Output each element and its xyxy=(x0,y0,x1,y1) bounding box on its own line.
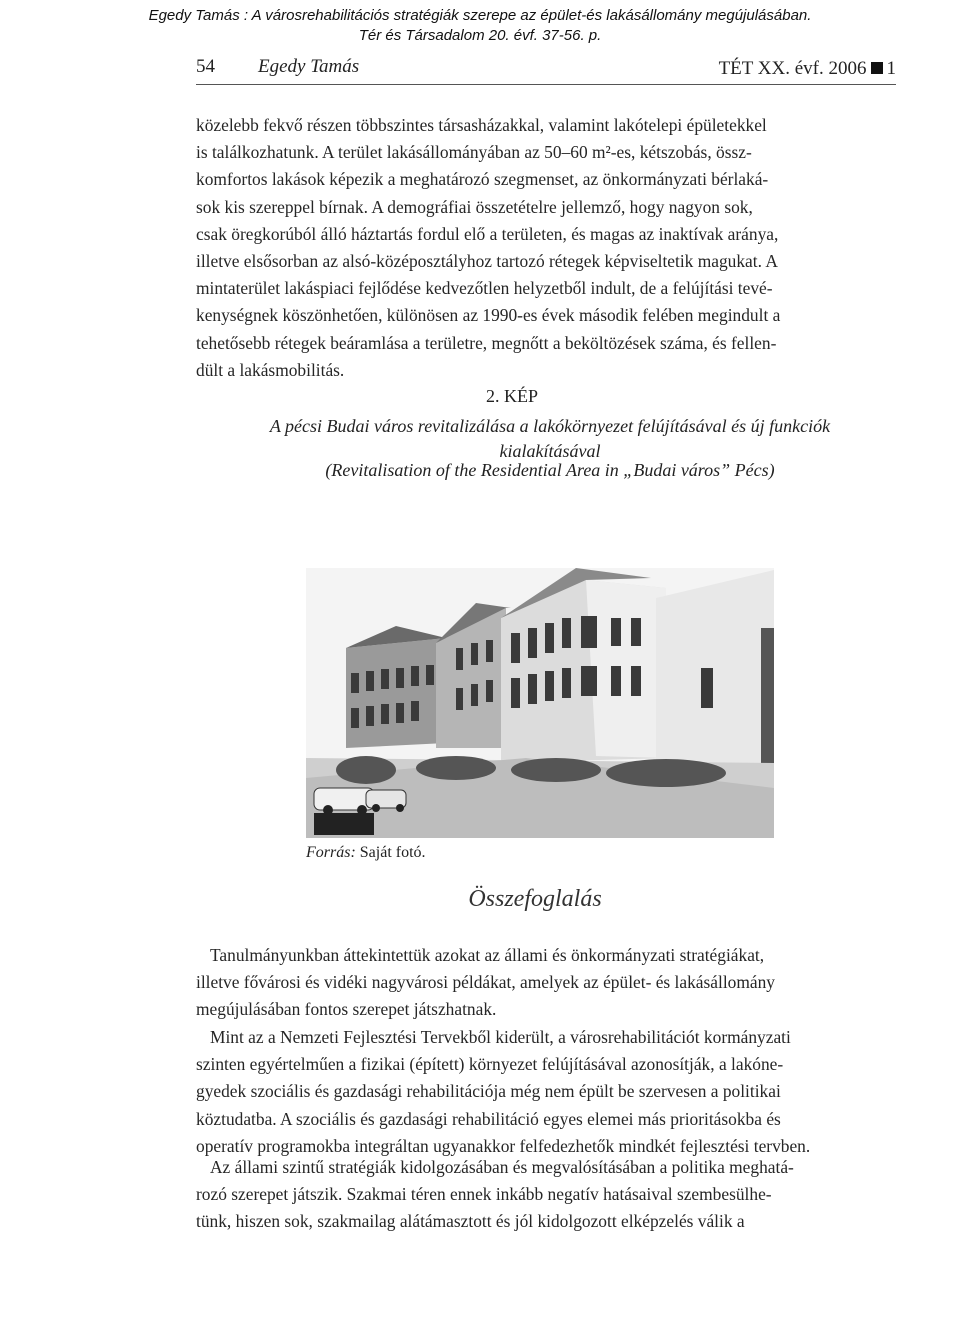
running-head-author: Egedy Tamás xyxy=(258,56,360,77)
text-line: tehetősebb rétegek beáramlása a területre, megnőtt a beköltözések száma, és fellen- xyxy=(196,332,777,353)
text-line: csak öregkorúból álló háztartás fordul elő a területen, és magas az inaktívak aránya, xyxy=(196,223,779,244)
text-line: illetve fővárosi és vidéki nagyvárosi példákat, amelyek az épület- és lakásállomány xyxy=(196,972,775,993)
text-line: köztudatba. A szociális és gazdasági rehabilitáció egyes elemei más prioritásokba és xyxy=(196,1108,781,1129)
journal-name: TÉT XX. évf. 2006 xyxy=(718,58,867,79)
figure-number: 2. KÉP xyxy=(485,386,538,406)
running-head-journal xyxy=(719,58,896,80)
figure-title-line-2: kialakításával xyxy=(499,441,601,461)
text-line: rozó szerepet játszik. Szakmai téren ennek inkább negatív hatásaival szembesülhe- xyxy=(196,1184,772,1205)
page-number: 54 xyxy=(196,56,215,77)
text-line: mintaterület lakáspiaci fejlődése kedvezőtlen helyzetből indult, de a felújítási tevé- xyxy=(196,278,773,299)
issue-number: 1 xyxy=(886,58,896,79)
summary-paragraph-1 xyxy=(196,942,892,1024)
text-line: kenységnek köszönhetően, különösen az 1990-es évek második felében megindult a xyxy=(196,305,781,326)
text-line: sok kis szereppel bírnak. A demográfiai összetételre jellemző, hogy nagyon sok, xyxy=(196,196,753,217)
intro-paragraph xyxy=(196,112,892,384)
summary-paragraph-2 xyxy=(196,1024,892,1160)
text-line: tünk, hiszen sok, szakmailag alátámasztott és jól kidolgozott elképzelés válik a xyxy=(196,1211,745,1232)
text-line: közelebb fekvő részen többszintes társasházakkal, valamint lakótelepi épületekkel xyxy=(196,115,767,135)
text-line: illetve elsősorban az alsó-középosztályhoz tartozó rétegek képviseltetik magukat. A xyxy=(196,251,778,272)
figure-title xyxy=(210,414,890,464)
text-line: operatív programokba integráltan ugyanakkor felfedezhetők mindkét fejlesztési tervben. xyxy=(196,1135,811,1156)
citation-line-1: Egedy Tamás : A városrehabilitációs stratégiák szerepe az épület-és lakásállomány megújulásában. xyxy=(148,7,812,24)
text-line: Tanulmányunkban áttekintettük azokat az állami és önkormányzati stratégiákat, xyxy=(210,945,765,965)
text-line: szinten egyértelműen a fizikai (épített) környezet felújításával azonosítják, a lakóne- xyxy=(196,1054,784,1075)
summary-paragraph-3 xyxy=(196,1154,892,1236)
figure-title-line-1: A pécsi Budai város revitalizálása a lakókörnyezet felújításával és új funkciók xyxy=(269,416,831,436)
citation-header xyxy=(0,6,960,46)
citation-line-2: Tér és Társadalom 20. évf. 37-56. p. xyxy=(358,27,602,44)
source-label: Forrás: xyxy=(306,844,356,861)
text-line: is találkozhatunk. A terület lakásállományában az 50–60 m²-es, kétszobás, össz- xyxy=(196,142,752,163)
text-line: megújulásában fontos szerepet játszhatnak. xyxy=(196,999,497,1020)
text-line: komfortos lakások képezik a meghatározó szegmenset, az önkormányzati bérlaká- xyxy=(196,169,769,190)
source-text: Saját fotó. xyxy=(359,844,426,861)
square-bullet-icon xyxy=(871,62,883,74)
building-photo xyxy=(306,508,774,838)
running-head xyxy=(196,56,896,85)
figure-subtitle: (Revitalisation of the Residential Area in „Budai város” Pécs) xyxy=(325,460,775,480)
text-line: dült a lakásmobilitás. xyxy=(196,359,345,380)
text-line: Az állami szintű stratégiák kidolgozásában és megvalósításában a politika meghatá- xyxy=(210,1157,794,1177)
text-line: Mint az a Nemzeti Fejlesztési Tervekből kiderült, a városrehabilitációt kormányzati xyxy=(210,1027,791,1047)
section-title: Összefoglalás xyxy=(468,886,602,912)
text-line: gyedek szociális és gazdasági rehabilitációja még nem épült be szervesen a politikai xyxy=(196,1081,781,1102)
figure-source xyxy=(306,844,426,862)
